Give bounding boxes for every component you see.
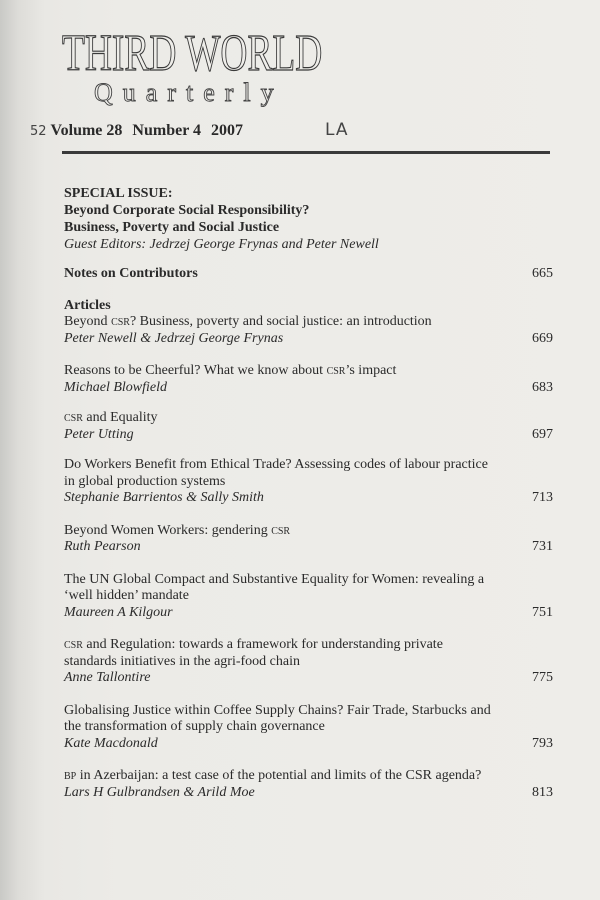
article-entry [64,768,553,801]
handwritten-initials: LA [325,120,349,140]
article-title-abbrev: csr [111,314,130,329]
article-author: Peter Newell & Jedrzej George Frynas [64,330,284,346]
article-page: 697 [532,426,553,442]
article-entry [64,637,553,687]
article-title [64,314,553,331]
masthead [62,25,424,107]
article-title [64,768,553,785]
article-title-part: ? Business, poverty and social justice: an introduction [129,314,432,329]
article-entry [64,314,553,347]
article-author: Lars H Gulbrandsen & Arild Moe [64,784,255,800]
article-entry [64,703,553,753]
notes-on-contributors [64,266,553,283]
special-issue-title-1: Beyond Corporate Social Responsibility? [64,203,310,218]
issue-year: 2007 [211,122,243,139]
article-author-row [64,490,553,507]
article-author-row [64,539,553,556]
article-author: Kate Macdonald [64,735,158,751]
article-title [64,703,553,736]
article-page: 713 [532,490,553,505]
header-rule [62,151,550,154]
article-title-abbrev: csr [326,363,346,378]
journal-subtitle: Quarterly [94,78,284,107]
articles-list [64,314,553,801]
special-issue-label: SPECIAL ISSUE: [64,186,173,201]
article-title [64,410,553,427]
article-title-part: Beyond Women Workers: gendering [64,522,272,538]
article-title-part: in Azerbaijan: a test case of the potential and limits of the CSR agenda? [76,768,482,783]
special-issue-block [64,185,554,253]
article-title-abbrev: csr [271,522,291,538]
volume: Volume 28 [50,122,123,139]
notes-label: Notes on Contributors [64,266,198,281]
issue-line [30,120,349,140]
article-author: Stephanie Barrientos & Sally Smith [64,490,264,505]
article-title-part: and Equality [82,410,158,425]
handwritten-prefix: 52 [30,124,47,139]
article-author-row [64,331,553,348]
article-author-row [64,380,553,397]
article-author: Ruth Pearson [64,539,141,554]
article-author: Michael Blowfield [64,379,168,395]
article-author-row [64,605,553,622]
article-entry [64,363,553,396]
article-title [64,572,553,605]
article-title-part: The UN Global Compact and Substantive Equality for Women: revealing a ‘well hidden’ mandate [64,571,485,603]
article-title-part: Beyond [64,314,112,329]
article-title-part: Globalising Justice within Coffee Supply Chains? Fair Trade, Starbucks and the transformation of supply chain governance [64,702,491,734]
notes-page: 665 [532,266,553,281]
article-title [64,363,553,380]
article-author: Peter Utting [64,426,134,442]
guest-editors: Guest Editors: Jedrzej George Frynas and Peter Newell [64,237,379,252]
article-title-abbrev: csr [64,637,83,652]
special-issue-title-2: Business, Poverty and Social Justice [64,220,280,235]
article-page: 751 [532,604,553,620]
article-author: Maureen A Kilgour [64,604,173,620]
article-title-part: and Regulation: towards a framework for understanding private standards initiatives in the agri-food chain [64,637,443,669]
article-title-part: Do Workers Benefit from Ethical Trade? Assessing codes of labour practice in global production systems [64,457,488,489]
article-page: 669 [532,330,553,346]
article-entry [64,457,553,507]
article-entry [64,572,553,622]
table-of-contents [64,266,553,801]
article-entry [64,523,553,556]
article-title-part: Reasons to be Cheerful? What we know about [64,363,327,378]
article-title-abbrev: csr [64,410,83,425]
article-title [64,523,553,540]
article-title-part: ’s impact [345,363,397,378]
article-page: 775 [532,670,553,685]
article-title [64,457,553,490]
issue-number: Number 4 [132,122,201,139]
article-author-row [64,785,553,802]
article-page: 683 [532,379,553,395]
article-page: 731 [532,539,553,554]
article-author: Anne Tallontire [64,670,151,685]
article-author-row [64,427,553,444]
article-page: 793 [532,735,553,751]
article-author-row [64,670,553,687]
journal-title: THIRD WORLD [62,25,323,82]
article-entry [64,410,553,443]
article-title-abbrev: bp [64,768,77,783]
article-page: 813 [532,784,553,800]
article-title [64,637,553,670]
articles-heading: Articles [64,297,111,313]
article-author-row [64,736,553,753]
